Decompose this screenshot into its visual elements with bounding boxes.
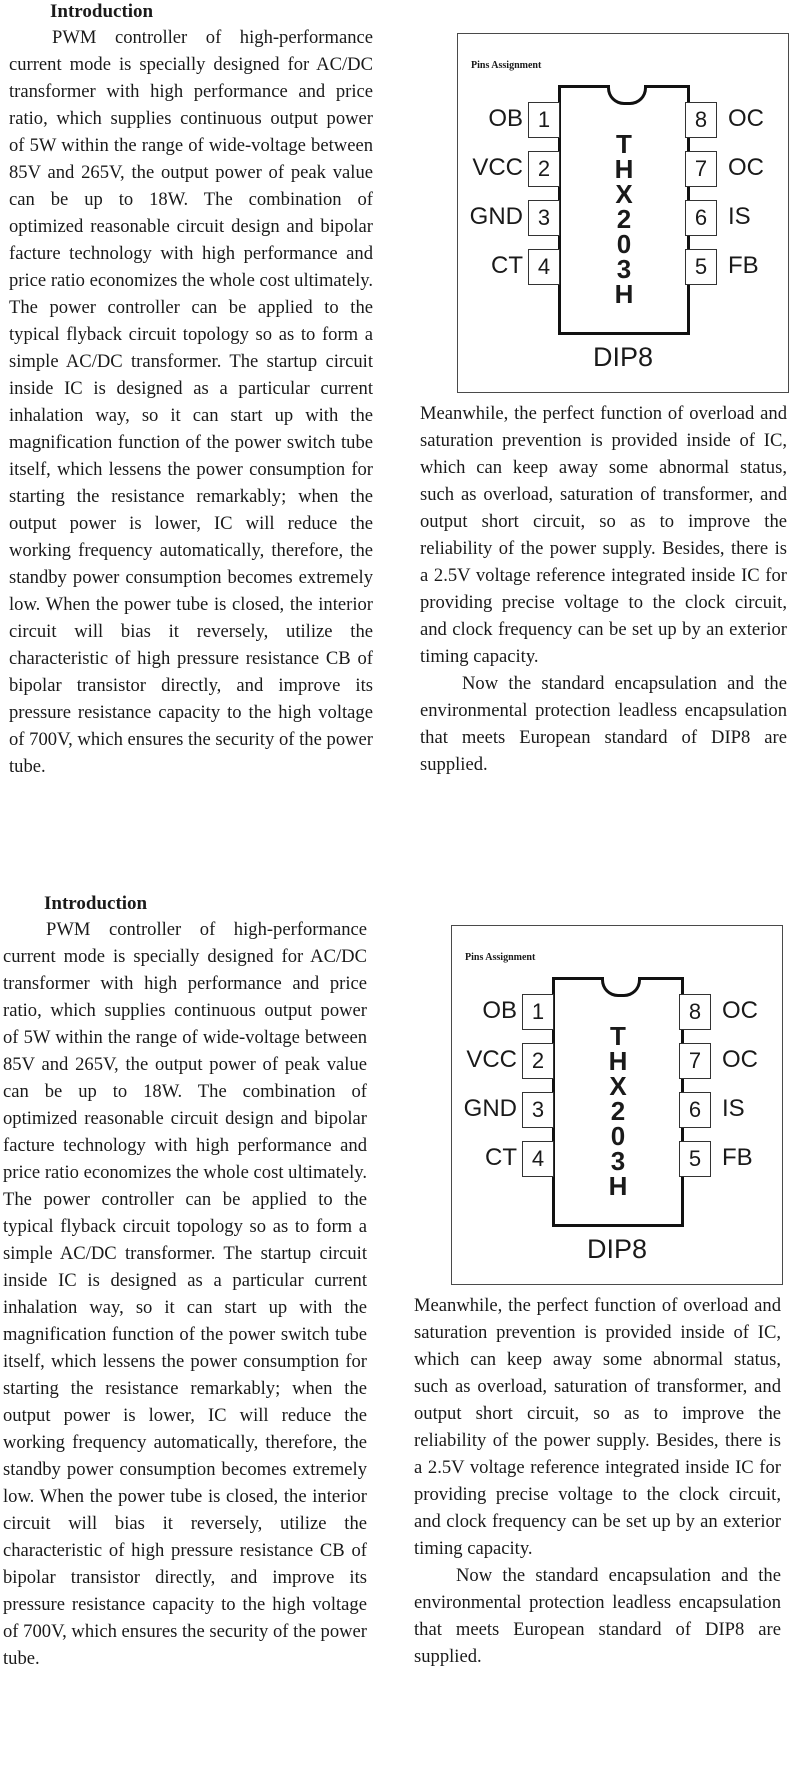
pin-assignment-diagram <box>457 33 789 393</box>
pin-number-2: 2 <box>522 1043 554 1079</box>
pin-name-2: VCC <box>466 1046 517 1073</box>
pin-name-4: CT <box>491 252 523 279</box>
chip-letter: H <box>608 1171 628 1201</box>
intro-body: PWM controller of high-performance current mode is specially designed for AC/DC transformer with high performance and price ratio, which supplies continuous output power of 5W within the range of wide-voltage between 85V and 265V, the output power of peak value can be up to 18W. The combination of optimized reasonable circuit design and bipolar facture technology with high performance and price ratio economizes the whole cost ultimately. The power controller can be applied to the typical flyback circuit topology so as to form a simple AC/DC transformer. The startup circuit inside IC is designed as a particular current inhalation way, so it can start up with the magnification function of the power switch tube itself, which lessens the power consumption for starting the resistance remarkably; when the output power is lower, IC will reduce the working frequency automatically, therefore, the standby power consumption becomes extremely low. When the power tube is closed, the interior circuit will bias it reversely, utilize the characteristic of high pressure resistance CB of bipolar transistor directly, and improve its pressure resistance capacity to the high voltage of 700V, which ensures the security of the power tube. <box>3 919 367 1669</box>
chip-letter: H <box>614 154 634 184</box>
intro-column <box>9 0 373 780</box>
pin-number-5: 5 <box>685 249 717 285</box>
chip-letter: X <box>609 1071 627 1101</box>
chip-notch <box>607 85 647 105</box>
chip-letter: 3 <box>616 254 632 284</box>
pin-name-8: OC <box>728 105 764 132</box>
package-label: DIP8 <box>592 342 654 372</box>
chip-letter: 2 <box>610 1096 626 1126</box>
pin-assignment-title: Pins Assignment <box>465 952 536 963</box>
intro-title: Introduction <box>44 893 148 914</box>
pin-number-8: 8 <box>679 994 711 1030</box>
pin-name-7: OC <box>722 1046 758 1073</box>
chip-part-number <box>561 129 687 309</box>
pin-name-6: IS <box>722 1095 745 1122</box>
datasheet-section-1 <box>0 0 800 880</box>
pin-number-7: 7 <box>679 1043 711 1079</box>
chip-letter: T <box>616 129 632 159</box>
pin-name-4: CT <box>485 1144 517 1171</box>
datasheet-section-2 <box>0 892 794 1772</box>
pin-name-5: FB <box>722 1144 753 1171</box>
description-paragraph-1: Meanwhile, the perfect function of overload and saturation prevention is provided inside of IC, which can keep away some abnormal status, such as overload, saturation of transformer, and output short circuit, so as to improve the reliability of the power supply. Besides, there is a 2.5V voltage reference integrated inside IC for providing precise voltage to the clock circuit, and clock frequency can be set up by an exterior timing capacity. <box>414 1295 781 1559</box>
pin-assignment-diagram <box>451 925 783 1285</box>
pin-name-3: GND <box>469 203 523 230</box>
pin-name-5: FB <box>728 252 759 279</box>
pin-number-5: 5 <box>679 1141 711 1177</box>
intro-body: PWM controller of high-performance current mode is specially designed for AC/DC transformer with high performance and price ratio, which supplies continuous output power of 5W within the range of wide-voltage between 85V and 265V, the output power of peak value can be up to 18W. The combination of optimized reasonable circuit design and bipolar facture technology with high performance and price ratio economizes the whole cost ultimately. The power controller can be applied to the typical flyback circuit topology so as to form a simple AC/DC transformer. The startup circuit inside IC is designed as a particular current inhalation way, so it can start up with the magnification function of the power switch tube itself, which lessens the power consumption for starting the resistance remarkably; when the output power is lower, IC will reduce the working frequency automatically, therefore, the standby power consumption becomes extremely low. When the power tube is closed, the interior circuit will bias it reversely, utilize the characteristic of high pressure resistance CB of bipolar transistor directly, and improve its pressure resistance capacity to the high voltage of 700V, which ensures the security of the power tube. <box>9 27 373 777</box>
intro-column <box>3 892 367 1672</box>
pin-number-3: 3 <box>528 200 560 236</box>
pin-name-3: GND <box>463 1095 517 1122</box>
chip-part-number <box>555 1021 681 1201</box>
pin-number-2: 2 <box>528 151 560 187</box>
pin-number-4: 4 <box>522 1141 554 1177</box>
description-paragraph-2: Now the standard encapsulation and the environmental protection leadless encapsulation that meets European standard of DIP8 are supplied. <box>420 673 787 775</box>
pin-name-2: VCC <box>472 154 523 181</box>
chip-notch <box>601 977 641 997</box>
ic-chip-body <box>558 85 690 335</box>
chip-letter: X <box>615 179 633 209</box>
description-column <box>420 400 787 778</box>
pin-assignment-title: Pins Assignment <box>471 60 542 71</box>
pin-number-4: 4 <box>528 249 560 285</box>
pin-name-1: OB <box>488 105 523 132</box>
chip-letter: H <box>608 1046 628 1076</box>
pin-number-1: 1 <box>522 994 554 1030</box>
pin-number-6: 6 <box>679 1092 711 1128</box>
pin-name-1: OB <box>482 997 517 1024</box>
chip-letter: 2 <box>616 204 632 234</box>
pin-name-6: IS <box>728 203 751 230</box>
intro-title: Introduction <box>50 1 154 22</box>
description-paragraph-2: Now the standard encapsulation and the environmental protection leadless encapsulation that meets European standard of DIP8 are supplied. <box>414 1565 781 1667</box>
chip-letter: 0 <box>610 1121 626 1151</box>
chip-letter: 3 <box>610 1146 626 1176</box>
pin-number-6: 6 <box>685 200 717 236</box>
pin-number-8: 8 <box>685 102 717 138</box>
description-paragraph-1: Meanwhile, the perfect function of overload and saturation prevention is provided inside of IC, which can keep away some abnormal status, such as overload, saturation of transformer, and output short circuit, so as to improve the reliability of the power supply. Besides, there is a 2.5V voltage reference integrated inside IC for providing precise voltage to the clock circuit, and clock frequency can be set up by an exterior timing capacity. <box>420 403 787 667</box>
pin-name-8: OC <box>722 997 758 1024</box>
pin-name-7: OC <box>728 154 764 181</box>
pin-number-1: 1 <box>528 102 560 138</box>
chip-letter: T <box>610 1021 626 1051</box>
chip-letter: 0 <box>616 229 632 259</box>
package-label: DIP8 <box>586 1234 648 1264</box>
pin-number-7: 7 <box>685 151 717 187</box>
ic-chip-body <box>552 977 684 1227</box>
chip-letter: H <box>614 279 634 309</box>
description-column <box>414 1292 781 1670</box>
pin-number-3: 3 <box>522 1092 554 1128</box>
